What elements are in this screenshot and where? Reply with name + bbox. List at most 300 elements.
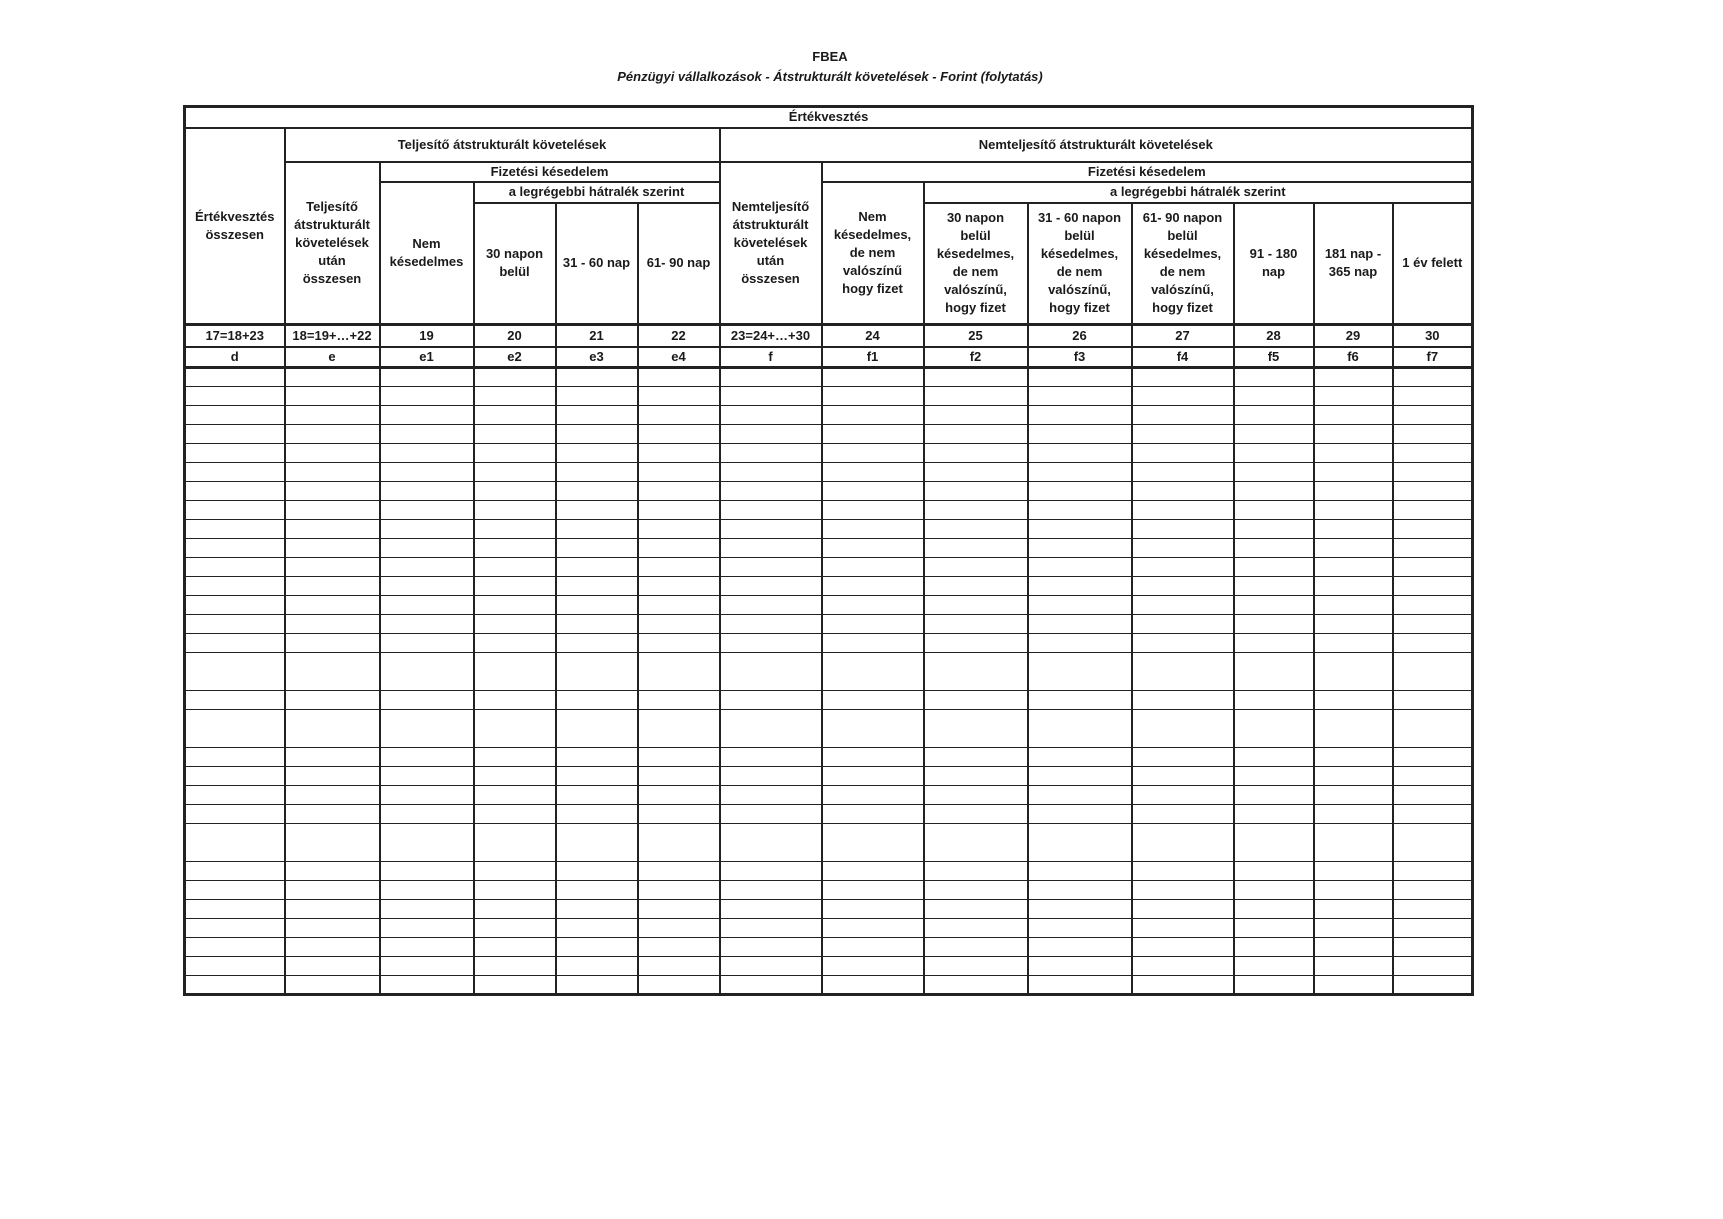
table-cell[interactable] [822,767,924,786]
table-cell[interactable] [1234,957,1314,976]
table-cell[interactable] [474,691,556,710]
table-cell[interactable] [1028,501,1132,520]
table-cell[interactable] [380,881,474,900]
table-cell[interactable] [474,444,556,463]
table-cell[interactable] [924,691,1028,710]
table-cell[interactable] [474,596,556,615]
table-cell[interactable] [1132,767,1234,786]
table-cell[interactable] [1314,520,1393,539]
table-cell[interactable] [185,805,285,824]
table-cell[interactable] [822,444,924,463]
table-cell[interactable] [1234,881,1314,900]
table-cell[interactable] [720,596,822,615]
table-cell[interactable] [1314,957,1393,976]
table-cell[interactable] [822,558,924,577]
table-cell[interactable] [1028,957,1132,976]
table-cell[interactable] [285,577,380,596]
table-cell[interactable] [1132,520,1234,539]
table-cell[interactable] [638,805,720,824]
table-cell[interactable] [285,520,380,539]
table-cell[interactable] [285,501,380,520]
table-cell[interactable] [720,482,822,501]
table-cell[interactable] [1314,767,1393,786]
table-cell[interactable] [380,558,474,577]
table-cell[interactable] [638,767,720,786]
table-cell[interactable] [822,520,924,539]
table-cell[interactable] [822,425,924,444]
table-cell[interactable] [638,596,720,615]
table-cell[interactable] [1314,691,1393,710]
table-cell[interactable] [285,482,380,501]
table-cell[interactable] [1028,710,1132,748]
table-cell[interactable] [1234,691,1314,710]
table-cell[interactable] [1393,539,1473,558]
table-cell[interactable] [1132,368,1234,387]
table-cell[interactable] [474,710,556,748]
table-cell[interactable] [638,425,720,444]
table-cell[interactable] [822,938,924,957]
table-cell[interactable] [638,463,720,482]
table-cell[interactable] [1234,387,1314,406]
table-cell[interactable] [556,463,638,482]
table-cell[interactable] [1028,539,1132,558]
table-cell[interactable] [285,767,380,786]
table-cell[interactable] [1028,387,1132,406]
table-cell[interactable] [556,520,638,539]
table-cell[interactable] [1028,881,1132,900]
table-cell[interactable] [185,501,285,520]
table-cell[interactable] [380,520,474,539]
table-cell[interactable] [556,387,638,406]
table-cell[interactable] [1393,900,1473,919]
table-cell[interactable] [185,653,285,691]
table-cell[interactable] [556,919,638,938]
table-cell[interactable] [380,463,474,482]
table-cell[interactable] [1028,558,1132,577]
table-cell[interactable] [822,577,924,596]
table-cell[interactable] [556,824,638,862]
table-cell[interactable] [1314,368,1393,387]
table-cell[interactable] [380,539,474,558]
table-cell[interactable] [1234,482,1314,501]
table-cell[interactable] [1132,577,1234,596]
table-cell[interactable] [1314,938,1393,957]
table-cell[interactable] [1132,919,1234,938]
table-cell[interactable] [556,444,638,463]
table-cell[interactable] [1028,653,1132,691]
table-cell[interactable] [285,919,380,938]
table-cell[interactable] [924,577,1028,596]
table-cell[interactable] [1132,748,1234,767]
table-cell[interactable] [1234,919,1314,938]
table-cell[interactable] [638,824,720,862]
table-cell[interactable] [1132,976,1234,995]
table-cell[interactable] [285,596,380,615]
table-cell[interactable] [924,558,1028,577]
table-cell[interactable] [380,577,474,596]
table-cell[interactable] [1234,653,1314,691]
table-cell[interactable] [1028,976,1132,995]
table-cell[interactable] [1028,615,1132,634]
table-cell[interactable] [1314,805,1393,824]
table-cell[interactable] [285,881,380,900]
table-cell[interactable] [720,558,822,577]
table-cell[interactable] [924,881,1028,900]
table-cell[interactable] [1314,539,1393,558]
table-cell[interactable] [1393,653,1473,691]
table-cell[interactable] [380,862,474,881]
table-cell[interactable] [1393,786,1473,805]
table-cell[interactable] [556,938,638,957]
table-cell[interactable] [1393,596,1473,615]
table-cell[interactable] [185,577,285,596]
table-cell[interactable] [380,501,474,520]
table-cell[interactable] [474,482,556,501]
table-cell[interactable] [185,786,285,805]
table-cell[interactable] [185,482,285,501]
table-cell[interactable] [556,767,638,786]
table-cell[interactable] [474,577,556,596]
table-cell[interactable] [285,444,380,463]
table-cell[interactable] [1393,577,1473,596]
table-cell[interactable] [185,520,285,539]
table-cell[interactable] [1028,767,1132,786]
table-cell[interactable] [924,387,1028,406]
table-cell[interactable] [1393,919,1473,938]
table-cell[interactable] [720,862,822,881]
table-cell[interactable] [380,824,474,862]
table-cell[interactable] [1132,824,1234,862]
table-cell[interactable] [1234,520,1314,539]
table-cell[interactable] [185,406,285,425]
table-cell[interactable] [1028,919,1132,938]
table-cell[interactable] [556,710,638,748]
table-cell[interactable] [1393,824,1473,862]
table-cell[interactable] [1234,976,1314,995]
table-cell[interactable] [1234,406,1314,425]
table-cell[interactable] [1234,862,1314,881]
table-cell[interactable] [380,596,474,615]
table-cell[interactable] [924,976,1028,995]
table-cell[interactable] [1132,653,1234,691]
table-cell[interactable] [720,463,822,482]
table-cell[interactable] [1028,482,1132,501]
table-cell[interactable] [720,368,822,387]
table-cell[interactable] [1314,558,1393,577]
table-cell[interactable] [1028,368,1132,387]
table-cell[interactable] [1028,444,1132,463]
table-cell[interactable] [285,805,380,824]
table-cell[interactable] [822,710,924,748]
table-cell[interactable] [556,558,638,577]
table-cell[interactable] [474,463,556,482]
table-cell[interactable] [474,786,556,805]
table-cell[interactable] [380,748,474,767]
table-cell[interactable] [1393,501,1473,520]
table-cell[interactable] [285,824,380,862]
table-cell[interactable] [720,824,822,862]
table-cell[interactable] [924,425,1028,444]
table-cell[interactable] [1314,824,1393,862]
table-cell[interactable] [474,501,556,520]
table-cell[interactable] [1132,539,1234,558]
table-cell[interactable] [556,425,638,444]
table-cell[interactable] [380,919,474,938]
table-cell[interactable] [1234,558,1314,577]
table-cell[interactable] [474,805,556,824]
table-cell[interactable] [1314,596,1393,615]
table-cell[interactable] [474,539,556,558]
table-cell[interactable] [1028,786,1132,805]
table-cell[interactable] [556,615,638,634]
table-cell[interactable] [185,444,285,463]
table-cell[interactable] [1314,710,1393,748]
table-cell[interactable] [638,919,720,938]
table-cell[interactable] [1028,425,1132,444]
table-cell[interactable] [1234,748,1314,767]
table-cell[interactable] [822,539,924,558]
table-cell[interactable] [720,691,822,710]
table-cell[interactable] [556,539,638,558]
table-cell[interactable] [474,919,556,938]
table-cell[interactable] [474,938,556,957]
table-cell[interactable] [924,767,1028,786]
table-cell[interactable] [556,957,638,976]
table-cell[interactable] [1393,368,1473,387]
table-cell[interactable] [924,862,1028,881]
table-cell[interactable] [924,957,1028,976]
table-cell[interactable] [638,406,720,425]
table-cell[interactable] [924,748,1028,767]
table-cell[interactable] [720,900,822,919]
table-cell[interactable] [1314,919,1393,938]
table-cell[interactable] [638,444,720,463]
table-cell[interactable] [474,767,556,786]
table-cell[interactable] [1234,577,1314,596]
table-cell[interactable] [185,824,285,862]
table-cell[interactable] [638,539,720,558]
table-cell[interactable] [185,539,285,558]
table-cell[interactable] [822,786,924,805]
table-cell[interactable] [924,482,1028,501]
table-cell[interactable] [822,824,924,862]
table-cell[interactable] [556,482,638,501]
table-cell[interactable] [924,615,1028,634]
table-cell[interactable] [380,976,474,995]
table-cell[interactable] [1028,634,1132,653]
table-cell[interactable] [185,767,285,786]
table-cell[interactable] [285,653,380,691]
table-cell[interactable] [285,368,380,387]
table-cell[interactable] [720,805,822,824]
table-cell[interactable] [556,881,638,900]
table-cell[interactable] [638,482,720,501]
table-cell[interactable] [556,900,638,919]
table-cell[interactable] [474,976,556,995]
table-cell[interactable] [285,748,380,767]
table-cell[interactable] [1234,805,1314,824]
table-cell[interactable] [720,976,822,995]
table-cell[interactable] [1028,748,1132,767]
table-cell[interactable] [185,387,285,406]
table-cell[interactable] [1393,957,1473,976]
table-cell[interactable] [1234,710,1314,748]
table-cell[interactable] [720,653,822,691]
table-cell[interactable] [822,881,924,900]
table-cell[interactable] [720,919,822,938]
table-cell[interactable] [185,634,285,653]
table-cell[interactable] [474,634,556,653]
table-cell[interactable] [380,938,474,957]
table-cell[interactable] [1234,463,1314,482]
table-cell[interactable] [1028,463,1132,482]
table-cell[interactable] [1132,596,1234,615]
table-cell[interactable] [720,615,822,634]
table-cell[interactable] [638,615,720,634]
table-cell[interactable] [1393,387,1473,406]
table-cell[interactable] [1132,786,1234,805]
table-cell[interactable] [1393,805,1473,824]
table-cell[interactable] [285,957,380,976]
table-cell[interactable] [1132,710,1234,748]
table-cell[interactable] [474,957,556,976]
table-cell[interactable] [1028,406,1132,425]
table-cell[interactable] [380,710,474,748]
table-cell[interactable] [556,368,638,387]
table-cell[interactable] [1028,577,1132,596]
table-cell[interactable] [638,368,720,387]
table-cell[interactable] [1234,444,1314,463]
table-cell[interactable] [380,786,474,805]
table-cell[interactable] [1234,425,1314,444]
table-cell[interactable] [1314,862,1393,881]
table-cell[interactable] [720,767,822,786]
table-cell[interactable] [1393,634,1473,653]
table-cell[interactable] [924,596,1028,615]
table-cell[interactable] [638,881,720,900]
table-cell[interactable] [285,406,380,425]
table-cell[interactable] [1314,653,1393,691]
table-cell[interactable] [822,957,924,976]
table-cell[interactable] [474,615,556,634]
table-cell[interactable] [822,748,924,767]
table-cell[interactable] [380,387,474,406]
table-cell[interactable] [1314,786,1393,805]
table-cell[interactable] [1393,748,1473,767]
table-cell[interactable] [822,805,924,824]
table-cell[interactable] [1393,463,1473,482]
table-cell[interactable] [1234,767,1314,786]
table-cell[interactable] [1234,501,1314,520]
table-cell[interactable] [185,615,285,634]
table-cell[interactable] [1132,862,1234,881]
table-cell[interactable] [822,406,924,425]
table-cell[interactable] [285,615,380,634]
table-cell[interactable] [1393,406,1473,425]
table-cell[interactable] [1314,900,1393,919]
table-cell[interactable] [720,634,822,653]
table-cell[interactable] [474,881,556,900]
table-cell[interactable] [1314,881,1393,900]
table-cell[interactable] [924,710,1028,748]
table-cell[interactable] [285,425,380,444]
table-cell[interactable] [1132,691,1234,710]
table-cell[interactable] [1314,976,1393,995]
table-cell[interactable] [185,710,285,748]
table-cell[interactable] [720,957,822,976]
table-cell[interactable] [285,710,380,748]
table-cell[interactable] [185,919,285,938]
table-cell[interactable] [556,596,638,615]
table-cell[interactable] [822,482,924,501]
table-cell[interactable] [474,900,556,919]
table-cell[interactable] [380,615,474,634]
table-cell[interactable] [556,501,638,520]
table-cell[interactable] [380,957,474,976]
table-cell[interactable] [556,653,638,691]
table-cell[interactable] [1393,976,1473,995]
table-cell[interactable] [638,501,720,520]
table-cell[interactable] [924,805,1028,824]
table-cell[interactable] [1393,444,1473,463]
table-cell[interactable] [638,634,720,653]
table-cell[interactable] [556,748,638,767]
table-cell[interactable] [285,463,380,482]
table-cell[interactable] [1132,501,1234,520]
table-cell[interactable] [285,786,380,805]
table-cell[interactable] [720,425,822,444]
table-cell[interactable] [1314,387,1393,406]
table-cell[interactable] [474,824,556,862]
table-cell[interactable] [822,387,924,406]
table-cell[interactable] [1393,615,1473,634]
table-cell[interactable] [285,976,380,995]
table-cell[interactable] [380,482,474,501]
table-cell[interactable] [474,748,556,767]
table-cell[interactable] [556,406,638,425]
table-cell[interactable] [474,558,556,577]
table-cell[interactable] [822,596,924,615]
table-cell[interactable] [1132,444,1234,463]
table-cell[interactable] [924,463,1028,482]
table-cell[interactable] [1132,957,1234,976]
table-cell[interactable] [1132,805,1234,824]
table-cell[interactable] [380,691,474,710]
table-cell[interactable] [1132,387,1234,406]
table-cell[interactable] [638,862,720,881]
table-cell[interactable] [556,976,638,995]
table-cell[interactable] [474,862,556,881]
table-cell[interactable] [1028,900,1132,919]
table-cell[interactable] [638,957,720,976]
table-cell[interactable] [1132,482,1234,501]
table-cell[interactable] [924,444,1028,463]
table-cell[interactable] [1393,482,1473,501]
table-cell[interactable] [1314,501,1393,520]
table-cell[interactable] [1234,615,1314,634]
table-cell[interactable] [924,406,1028,425]
table-cell[interactable] [720,881,822,900]
table-cell[interactable] [924,520,1028,539]
table-cell[interactable] [720,938,822,957]
table-cell[interactable] [185,368,285,387]
table-cell[interactable] [185,748,285,767]
table-cell[interactable] [924,501,1028,520]
table-cell[interactable] [474,520,556,539]
table-cell[interactable] [556,577,638,596]
table-cell[interactable] [1393,691,1473,710]
table-cell[interactable] [720,710,822,748]
